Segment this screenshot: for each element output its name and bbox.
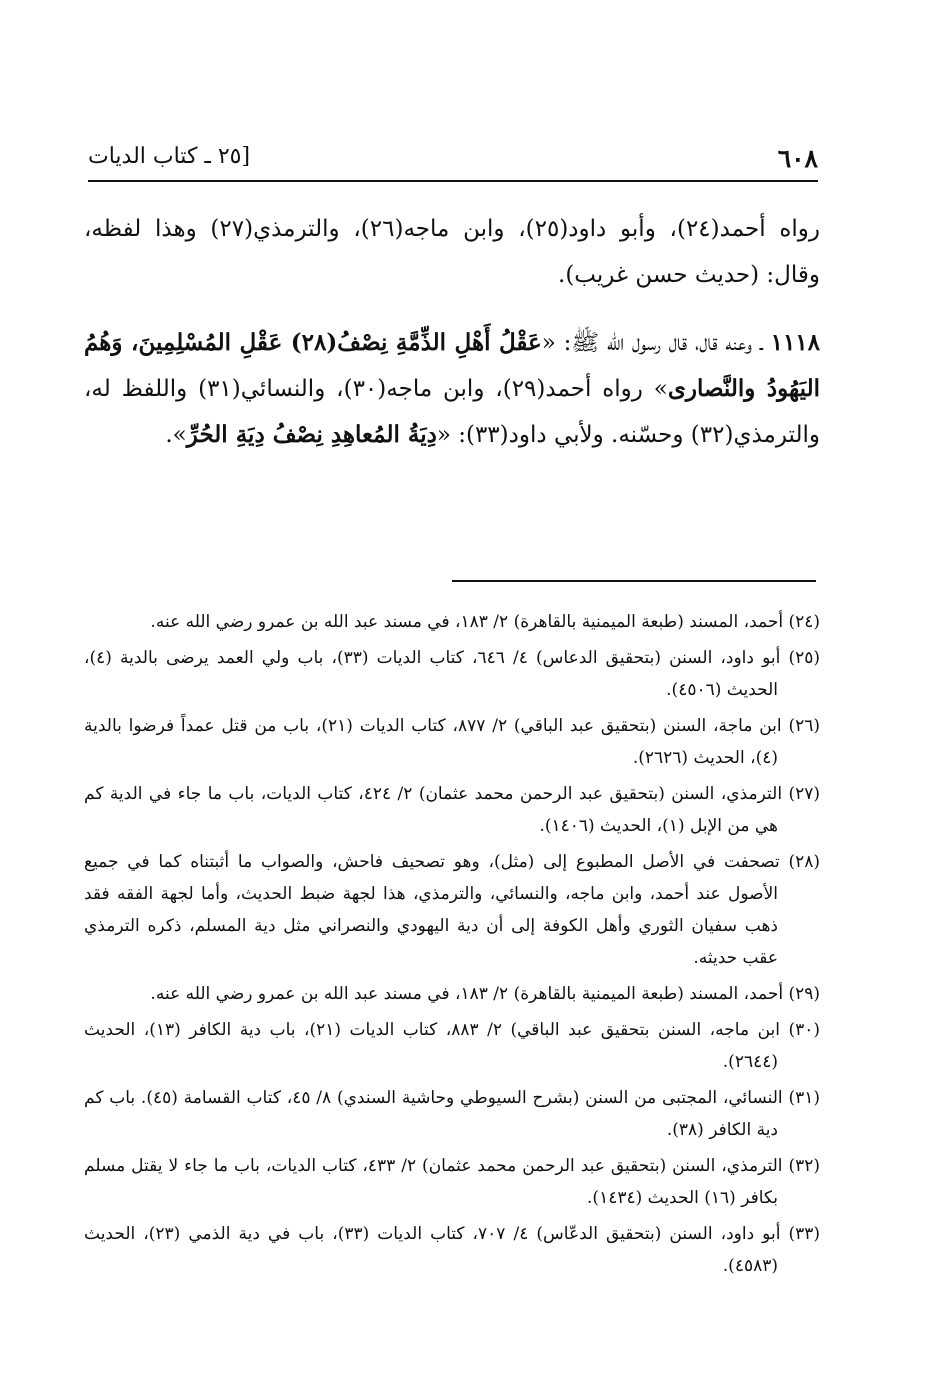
hadith-end: ». [165,422,187,448]
footnote-separator [452,580,816,582]
footnote-25: (٢٥) أبو داود، السنن (بتحقيق الدعاس) ٤/ ٦٤٦، كتاب الديات (٣٣)، باب ولي العمد يرضى بالدية (٤)، الحديث (٤٥٠٦). [84,648,820,700]
footnote-33: (٣٣) أبو داود، السنن (بتحقيق الدعّاس) ٤/ ٧٠٧، كتاب الديات (٣٣)، باب في دية الذمي (٢٣)، الحديث (٤٥٨٣). [84,1224,821,1276]
footnote-28: (٢٨) تصحفت في الأصل المطبوع إلى (مثل)، وهو تصحيف فاحش، والصواب ما أثبتناه كما في جميع الأصول عند أحمد، وابن ماجه، والنسائي، والترمذي، هذا لجهة ضبط الحديث، وأما لجهة الفقه فقد ذهب سفيان الثوري وأهل الكوفة إلى أن دية اليهودي والنصراني مثل دية المسلم، ذكره الترمذي عقب حديثه. [84,852,820,968]
footnote-32: (٣٢) الترمذي، السنن (بتحقيق عبد الرحمن محمد عثمان) ٢/ ٤٣٣، كتاب الديات، باب ما جاء لا يقتل مسلم بكافر (١٦) الحديث (١٤٣٤). [84,1156,820,1208]
hadith-quote-2: دِيَةُ المُعاهِدِ نِصْفُ دِيَةِ الحُرِّ [186,421,437,448]
footnote-29: (٢٩) أحمد، المسند (طبعة الميمنية بالقاهرة) ٢/ ١٨٣، في مسند عبد الله بن عمرو رضي الله عنه. [150,984,820,1004]
hadith-number: ١١١٨ [770,329,821,356]
running-title: [٢٥ ـ كتاب الديات [88,144,251,169]
footnote-31: (٣١) النسائي، المجتبى من السنن (بشرح السيوطي وحاشية السندي) ٨/ ٤٥، كتاب القسامة (٤٥). باب كم دية الكافر (٣٨). [84,1088,820,1140]
paragraph-2 [84,320,820,458]
hadith-quote: عَقْلُ أَهْلِ الذِّمَّةِ نِصْفُ(٢٨) عَقْلِ المُسْلِمِينَ، وَهُمُ اليَهُودُ والنَّصارى [84,329,820,402]
footnote-30: (٣٠) ابن ماجه، السنن بتحقيق عبد الباقي) ٢/ ٨٨٣، كتاب الديات (٢١)، باب دية الكافر (١٣)، الحديث (٢٦٤٤). [84,1020,820,1072]
paragraph-1: رواه أحمد(٢٤)، وأبو داود(٢٥)، وابن ماجه(٢٦)، والترمذي(٢٧) وهذا لفظه، وقال: (حديث حسن غريب). [84,216,820,288]
page-header [88,140,818,182]
hadith-narrators: » رواه أحمد(٢٩)، وابن ماجه(٣٠)، والنسائي(٣١) واللفظ له، والترمذي(٣٢) وحسّنه. ولأبي داود(٣٣): « [84,376,820,448]
hadith-intro: ـ وعنه قال، قال رسول الله ﷺ: « [541,330,763,356]
footnote-24: (٢٤) أحمد، المسند (طبعة الميمنية بالقاهرة) ٢/ ١٨٣، في مسند عبد الله بن عمرو رضي الله عنه. [150,612,820,632]
page-number: ٦٠٨ [777,144,818,173]
main-text [84,206,820,480]
footnote-26: (٢٦) ابن ماجة، السنن (بتحقيق عبد الباقي) ٢/ ٨٧٧، كتاب الديات (٢١)، باب من قتل عمداً فرضوا بالدية (٤)، الحديث (٢٦٢٦). [84,716,820,768]
footnote-27: (٢٧) الترمذي، السنن (بتحقيق عبد الرحمن محمد عثمان) ٢/ ٤٢٤، كتاب الديات، باب ما جاء في الدية كم هي من الإبل (١)، الحديث (١٤٠٦). [84,784,820,836]
footnotes [84,606,820,1286]
